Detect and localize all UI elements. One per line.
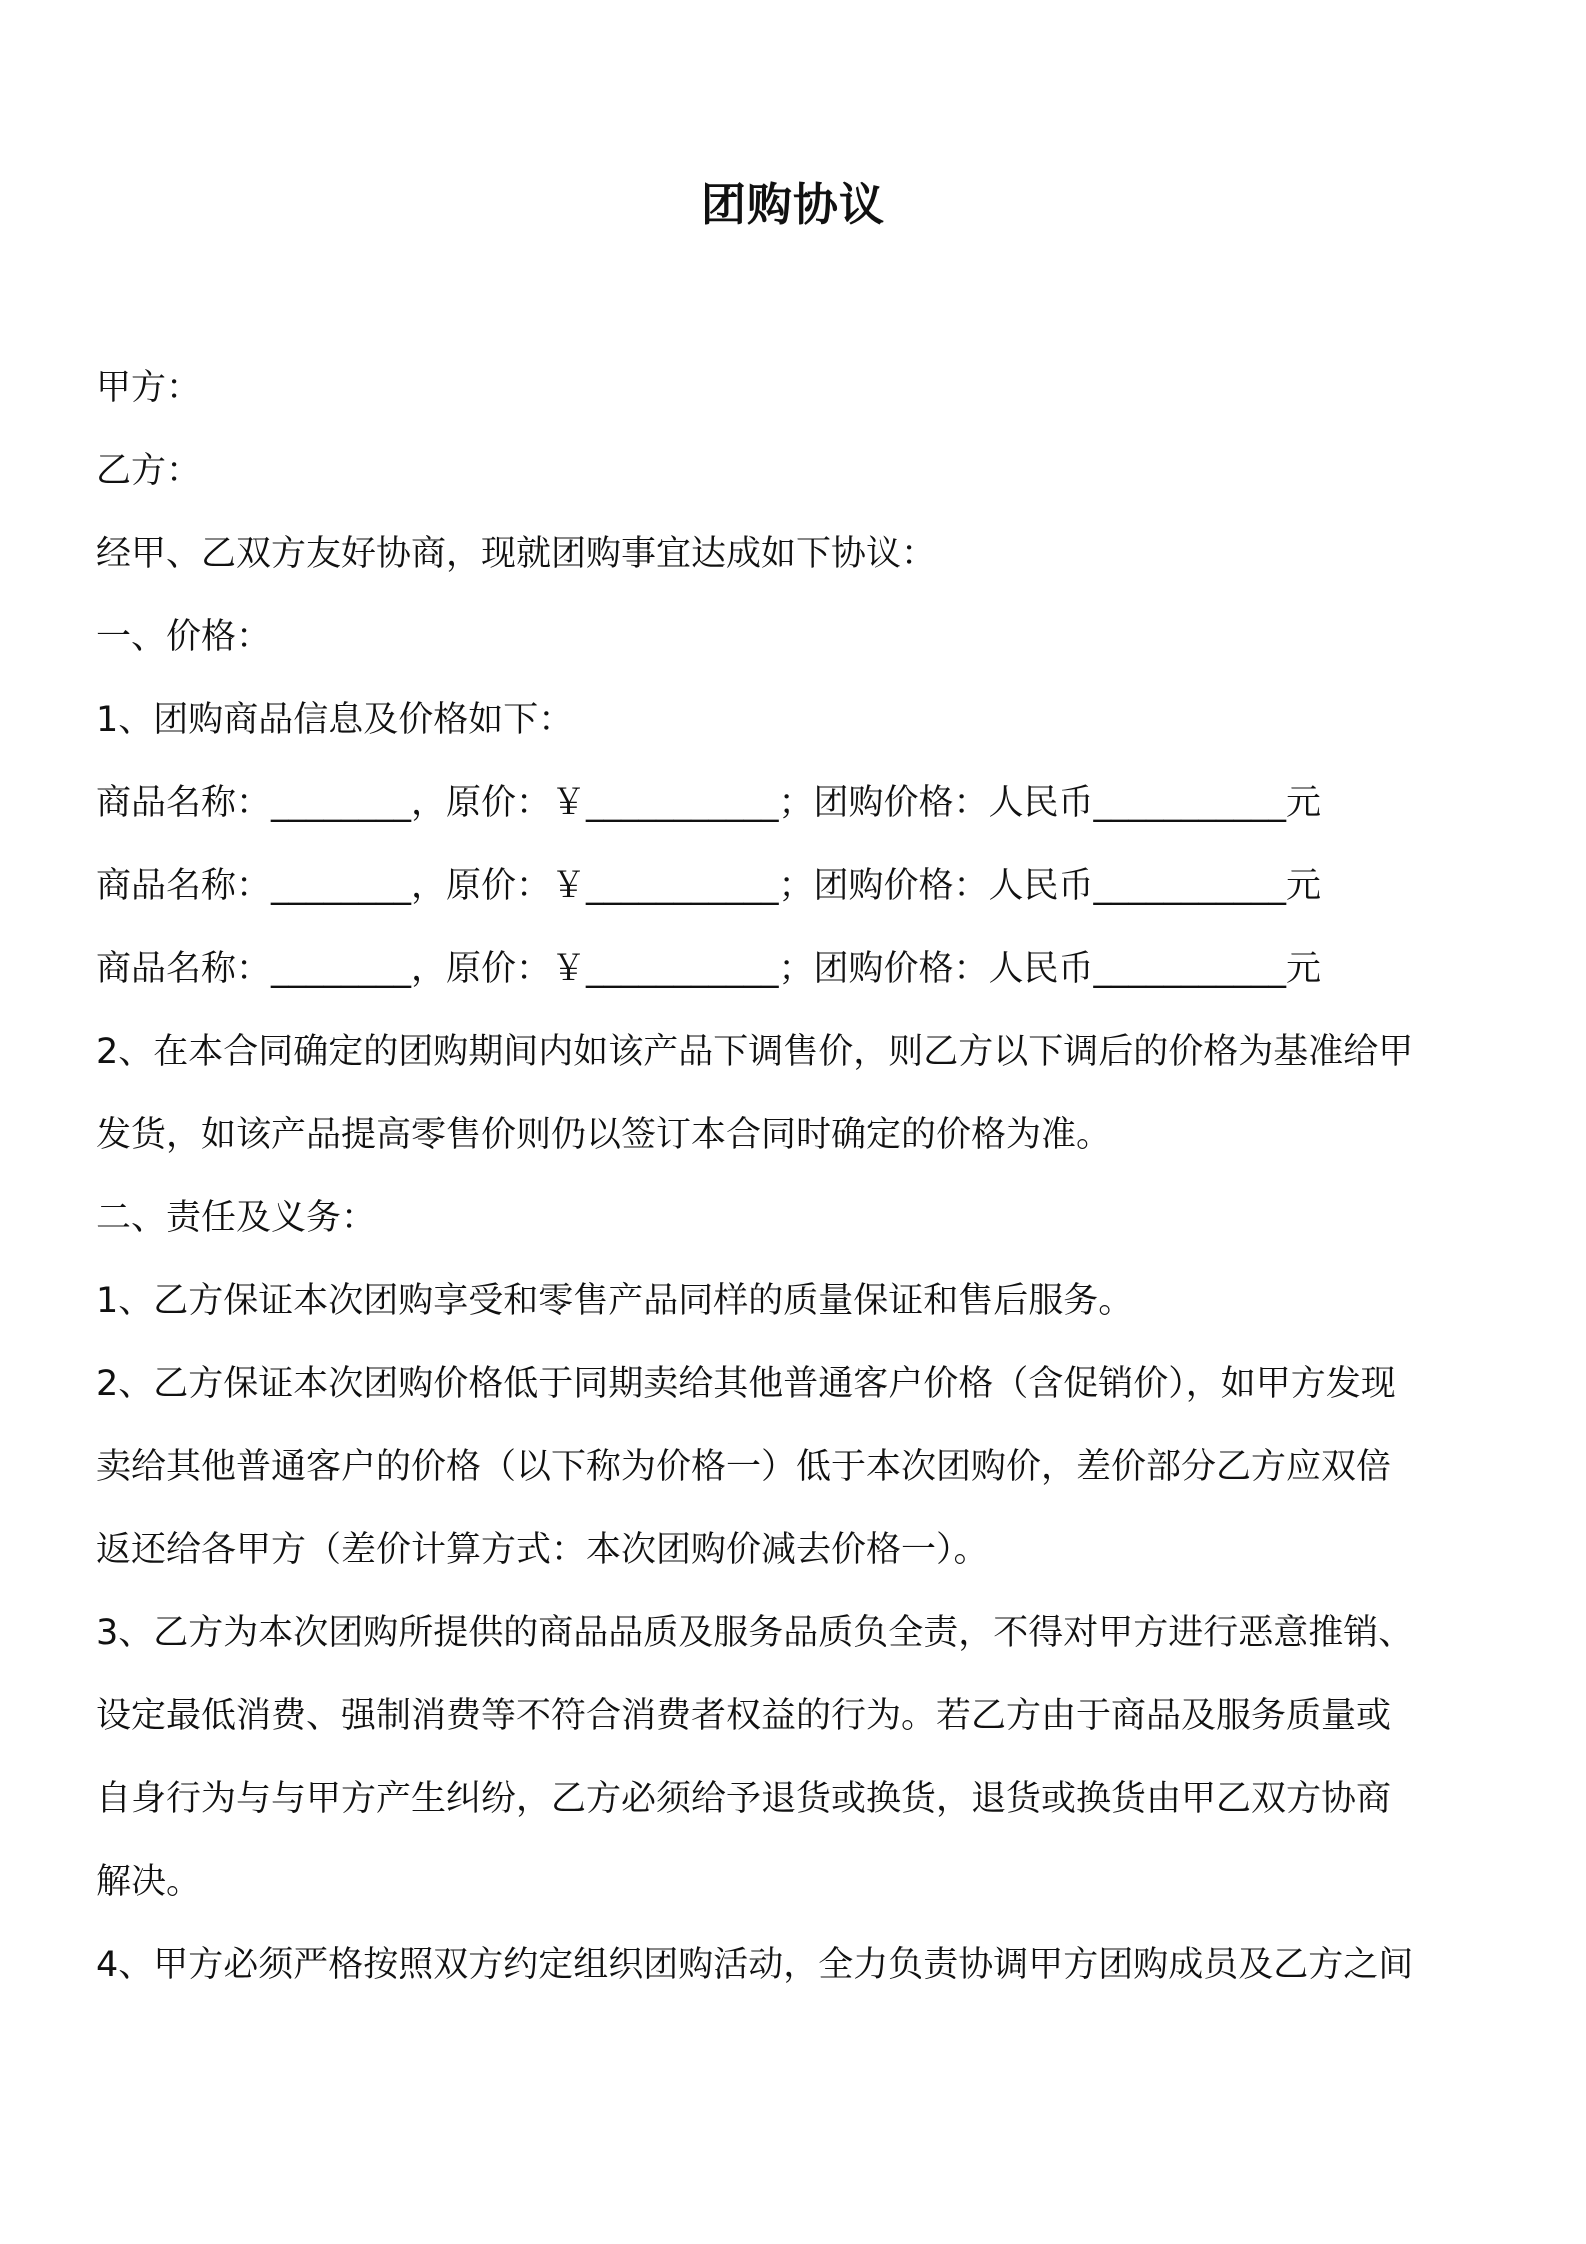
- product-row: 商品名称：________，原价：￥___________；团购价格：人民币___________元: [96, 866, 1322, 906]
- section-2-item-4-line: 4、甲方必须严格按照双方约定组织团购活动，全力负责协调甲方团购成员及乙方之间: [96, 1945, 1414, 1985]
- section-1-item-2-line: 2、在本合同确定的团购期间内如该产品下调售价，则乙方以下调后的价格为基准给甲: [96, 1032, 1414, 1072]
- party-a-label: 甲方：: [96, 368, 202, 408]
- section-1-item-2-line: 发货，如该产品提高零售价则仍以签订本合同时确定的价格为准。: [96, 1115, 1112, 1155]
- product-row: 商品名称：________，原价：￥___________；团购价格：人民币___________元: [96, 783, 1322, 823]
- section-2-item-3-line: 设定最低消费、强制消费等不符合消费者权益的行为。若乙方由于商品及服务质量或: [96, 1696, 1392, 1736]
- section-1-item-1: 1、团购商品信息及价格如下：: [96, 700, 574, 740]
- document-title: 团购协议: [700, 178, 885, 231]
- section-2-item-2-line: 卖给其他普通客户的价格（以下称为价格一）低于本次团购价，差价部分乙方应双倍: [96, 1447, 1392, 1487]
- section-2-heading: 二、责任及义务：: [96, 1198, 377, 1238]
- section-2-item-3-line: 3、乙方为本次团购所提供的商品品质及服务品质负全责，不得对甲方进行恶意推销、: [96, 1613, 1414, 1653]
- section-2-item-2-line: 返还给各甲方（差价计算方式：本次团购价减去价格一）。: [96, 1530, 989, 1570]
- section-2-item-2-line: 2、乙方保证本次团购价格低于同期卖给其他普通客户价格（含促销价），如甲方发现: [96, 1364, 1396, 1404]
- section-2-item-1: 1、乙方保证本次团购享受和零售产品同样的质量保证和售后服务。: [96, 1281, 1134, 1321]
- product-row: 商品名称：________，原价：￥___________；团购价格：人民币___________元: [96, 949, 1322, 989]
- section-2-item-3-line: 解决。: [96, 1862, 202, 1902]
- intro-paragraph: 经甲、乙双方友好协商，现就团购事宜达成如下协议：: [96, 534, 937, 574]
- section-2-item-3-line: 自身行为与与甲方产生纠纷，乙方必须给予退货或换货，退货或换货由甲乙双方协商: [96, 1779, 1392, 1819]
- party-b-label: 乙方：: [96, 451, 202, 491]
- section-1-heading: 一、价格：: [96, 617, 272, 657]
